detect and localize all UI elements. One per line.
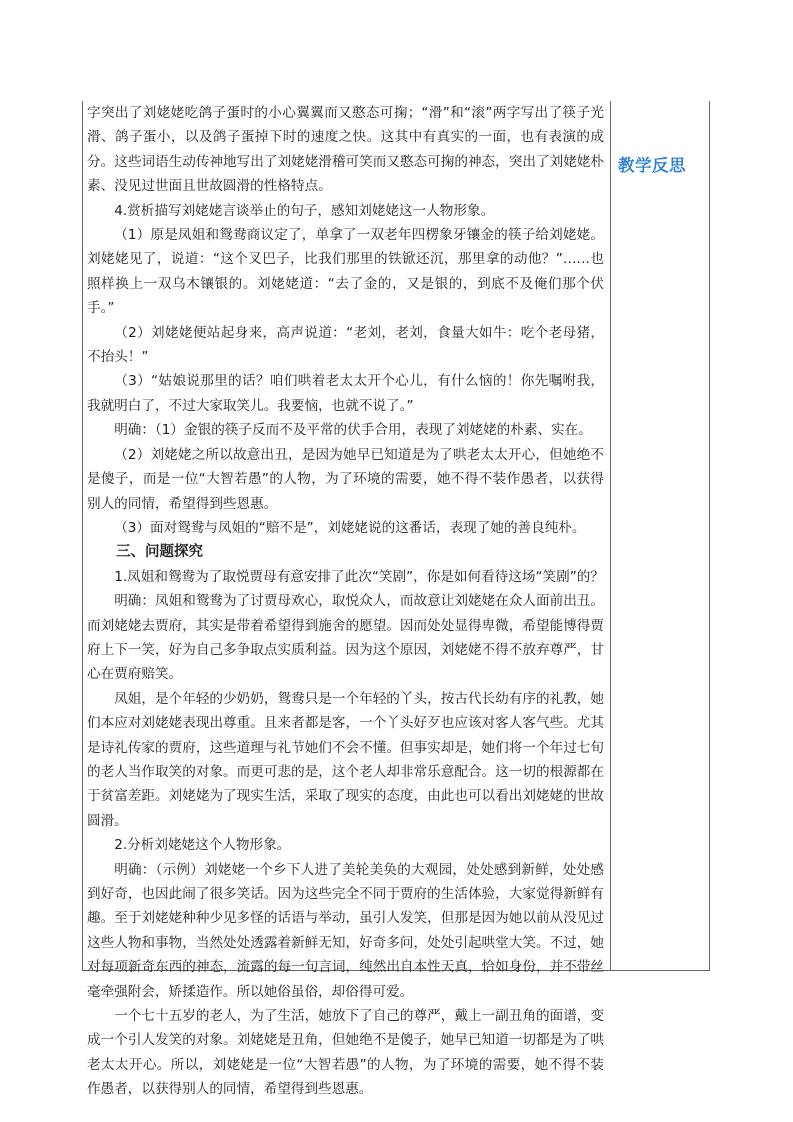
paragraph: 明确：（示例）刘姥姥一个乡下人进了美轮美奂的大观园，处处感到新鲜，处处感到好奇，也因此闹了很多笑话。因为这些完全不同于贾府的生活体验，大家觉得新鲜有趣。至于刘姥姥种种少见多怪的话语与举动，虽引人发笑，但那是因为她以前从没见过这些人物和事物，当然处处透露着新鲜无知，好奇多问，处处引起哄堂大笑。不过，她对每项新奇东西的神态，流露的每一句言词，纯然出自本性天真，恰如身份，并不带丝毫牵强附会，矫揉造作。所以她俗虽俗，却俗得可爱。 [87,861,604,1000]
paragraph: （3）“姑娘说那里的话？咱们哄着老太太开个心儿，有什么恼的！你先嘱咐我，我就明白了，不过大家取笑儿。我要恼，也就不说了。” [87,373,604,414]
paragraph: 凤姐，是个年轻的少奶奶，鸳鸯只是一个年轻的丫头，按古代长幼有序的礼教，她们本应对刘姥姥表现出尊重。且来者都是客，一个丫头好歹也应该对客人客气些。尤其是诗礼传家的贾府，这些道理与礼节她们不会不懂。但事实却是，她们将一个年过七旬的老人当作取笑的对象。而更可悲的是，这个老人却非常乐意配合。这一切的根源都在于贫富差距。刘姥姥为了现实生活，采取了现实的态度，由此也可以看出刘姥姥的世故圆滑。 [87,690,604,829]
paragraph: 明确：凤姐和鸳鸯为了讨贾母欢心，取悦众人，而故意让刘姥姥在众人面前出丑。而刘姥姥去贾府，其实是带着希望得到施舍的愿望。因而处处显得卑微，希望能博得贾府上下一笑，好为自己多争取点实质利益。因为这个原因，刘姥姥不得不放弃尊严，甘心在贾府赔笑。 [87,593,604,683]
paragraph: 1.凤姐和鸳鸯为了取悦贾母有意安排了此次“笑剧”，你是如何看待这场“笑剧”的？ [114,568,604,585]
section-heading: 三、问题探究 [116,544,203,561]
paragraph: 4.赏析描写刘姥姥言谈举止的句子，感知刘姥姥这一人物形象。 [114,202,495,219]
paragraph: 一个七十五岁的老人，为了生活，她放下了自己的尊严，戴上一副丑角的面谱，变成一个引人发笑的对象。刘姥姥是丑角，但她绝不是傻子，她早已知道一切都是为了哄老太太开心。所以，刘姥姥是一位“大智若愚”的人物，为了环境的需要，她不得不装作愚者，以获得别人的同情，希望得到些恩惠。 [87,1008,604,1098]
paragraph: 明确：（1）金银的筷子反而不及平常的伏手合用，表现了刘姥姥的朴素、实在。 [114,422,592,439]
paragraph: （1）原是凤姐和鸳鸯商议定了，单拿了一双老年四楞象牙镶金的筷子给刘姥姥。刘姥姥见了，说道：“这个叉巴子，比我们那里的铁锨还沉，那里拿的动他？”……也照样换上一双乌木镶银的。刘姥姥道：“去了金的，又是银的，到底不及俺们那个伏手。” [87,227,604,317]
paragraph: （2）刘姥姥之所以故意出丑，是因为她早已知道是为了哄老太太开心，但她绝不是傻子，而是一位“大智若愚”的人物，为了环境的需要，她不得不装作愚者，以获得别人的同情，希望得到些恩惠。 [87,446,604,512]
paragraph: （2）刘姥姥便站起身来，高声说道：“老刘，老刘，食量大如牛：吃个老母猪，不抬头！” [87,324,604,366]
paragraph: 字突出了刘姥姥吃鸽子蛋时的小心翼翼而又憨态可掬；“滑”和“滚”两字写出了筷子光滑、鸽子蛋小，以及鸽子蛋掉下时的速度之快。这其中有真实的一面，也有表演的成分。这些词语生动传神地写出了刘姥姥滑稽可笑而又憨态可掬的神态，突出了刘姥姥朴素、没见过世面且世故圆滑的性格特点。 [87,105,604,195]
teaching-reflection-title: 教学反思 [618,156,686,175]
table-right-border [709,101,710,971]
paragraph: 2.分析刘姥姥这个人物形象。 [114,837,291,854]
table-left-border [82,101,83,971]
paragraph: （3）面对鸳鸯与凤姐的“赔不是”，刘姥姥说的这番话，表现了她的善良纯朴。 [114,519,586,536]
table-column-divider [610,101,611,971]
lesson-content [87,101,604,1102]
